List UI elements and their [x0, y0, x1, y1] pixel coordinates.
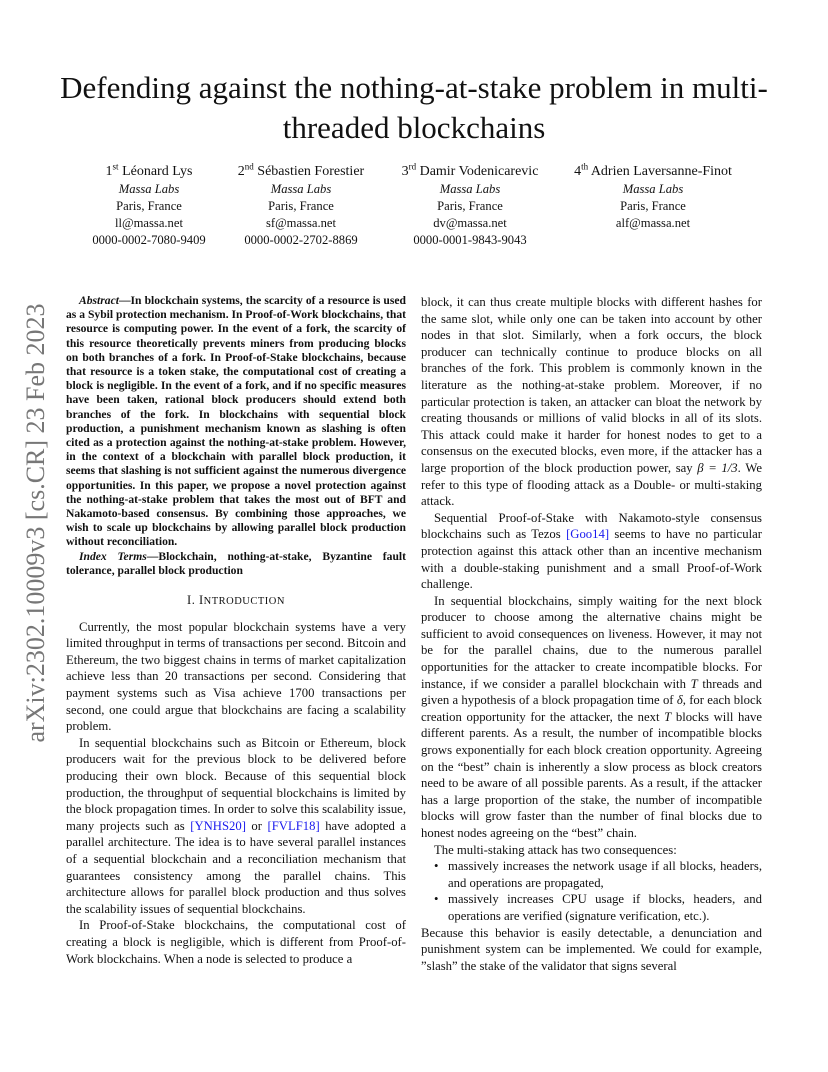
author-ordinal-suffix: st: [112, 161, 119, 172]
author-affiliation: Massa Labs: [439, 182, 501, 196]
paragraph: The multi-staking attack has two consequences:: [434, 842, 677, 857]
paragraph: Sequential Proof-of-Stake with Nakamoto-style consensus blockchains such as Tezos [Goo14] seems to have no particular protection against this attack other than an incentive mechanism with a double-staking punishment and a small Proof-of-Work challenge.: [421, 510, 762, 592]
author-ordinal-suffix: th: [581, 161, 589, 172]
author-email: ll@massa.net: [115, 216, 183, 230]
arxiv-sidebar: [12, 288, 60, 758]
author-2: [226, 163, 376, 249]
consequence-list: [421, 858, 762, 924]
author-name: Damir Vodenicarevic: [419, 164, 539, 179]
citation-link[interactable]: [FVLF18]: [267, 818, 320, 833]
right-column: [421, 294, 762, 974]
author-email: sf@massa.net: [265, 216, 336, 230]
math-beta: β = 1/3: [697, 460, 738, 475]
author-name: Léonard Lys: [122, 164, 193, 179]
author-name: Sébastien Forestier: [257, 164, 365, 179]
author-orcid: 0000-0001-9843-9043: [413, 233, 527, 247]
author-affiliation: Massa Labs: [270, 182, 332, 196]
index-terms: [66, 550, 406, 578]
paragraph: Currently, the most popular blockchain systems have a very limited throughput in terms of transactions per second. Bitcoin and Ethereum, the two biggest chains in terms of market capitalization achieve less than 20 transactions per second. Considering that payment systems such as Visa achieve 1700 transactions per second, one could argue that blockchains are facing a scalability problem.: [66, 619, 406, 734]
abstract-label: Abstract: [79, 294, 119, 307]
author-email: dv@massa.net: [433, 216, 507, 230]
paragraph: In sequential blockchains, simply waiting for the next block producer to choose among the alternative chains might be sufficient to avoid consequences on liveness. However, it may not be for the parallel chains, due to the numerous parallel opportunities for the attacker to create incompatible blocks. For instance, if we consider a parallel blockchain with T threads and given a hypothesis of a block propagation time of δ, for each block creation opportunity for the attacker, the next T blocks will have different parents. As a result, the number of incompatible blocks grows exponentially for each block creation opportunity. Agreeing on the “best” chain is inherently a slow process as block creators need to be aware of all possible parents. As a result, if the attacker has a large proportion of the stake, the number of incompatible blocks will grow faster than the number of final blocks due to honest nodes agreeing on the “best” chain.: [421, 593, 762, 840]
author-orcid: 0000-0002-7080-9409: [92, 233, 206, 247]
author-ordinal: 3: [401, 164, 409, 179]
author-4: [558, 163, 748, 232]
author-orcid: 0000-0002-2702-8869: [244, 233, 358, 247]
arxiv-identifier: arXiv:2302.10009v3 [cs.CR] 23 Feb 2023: [21, 303, 50, 743]
author-affiliation: Massa Labs: [622, 182, 684, 196]
paragraph: In Proof-of-Stake blockchains, the computational cost of creating a block is negligible, which is different from Proof-of-Work blockchains. When a node is selected to produce a: [66, 918, 406, 966]
author-ordinal-suffix: nd: [244, 161, 254, 172]
author-location: Paris, France: [268, 199, 334, 213]
author-email: alf@massa.net: [615, 216, 691, 230]
author-ordinal: 1: [105, 164, 113, 179]
author-ordinal: 2: [237, 164, 245, 179]
abstract-text: —In blockchain systems, the scarcity of a resource is used as a Sybil protection mechanism. In Proof-of-Work blockchains, that resource is computing power. In the event of a fork, the scarcity of this resource theoretically prevents miners from producing blocks on both branches of a fork. In Proof-of-Stake blockchains, because that resource is a token stake, the computational cost of creating a block is negligible. In the event of a fork, and if no specific measures have been taken, rational block producers should extend both branches of the fork. In blockchains with sequential block production, a punishment mechanism known as slashing is often cited as a protection against the nothing-at-stake problem. However, in the context of a blockchain with parallel block production, it seems that slashing is not sufficient against the numerous divergence opportunities. In this paper, we propose a novel protection against the nothing-at-stake problem that takes the most out of BFT and Nakamoto-based consensus. By combining those approaches, we wish to scale up blockchains by allowing parallel block production without reconciliation.: [66, 294, 406, 549]
paragraph: In sequential blockchains such as Bitcoin or Ethereum, block producers wait for the previous block to be delivered before producing their own block. Because of this sequential block production, the throughput of sequential blockchains is limited by the block propagation times. In order to solve this scalability issue, many projects such as [YNHS20] or [FVLF18] have adopted a parallel architecture. The idea is to have several parallel instances of a sequential blockchain and a reconciliation mechanism that guarantees consistency among the parallel chains. This architecture allows for parallel block production and thus solves the scalability issues of sequential blockchains.: [66, 735, 406, 916]
author-3: [390, 163, 550, 249]
list-item: • massively increases CPU usage if blocks, headers, and operations are verified (signature verification, etc.).: [421, 891, 762, 924]
author-location: Paris, France: [116, 199, 182, 213]
abstract: [66, 294, 406, 550]
list-item: • massively increases the network usage if all blocks, headers, and operations are propagated,: [421, 858, 762, 891]
section-heading-introduction: I. INTRODUCTION: [187, 593, 285, 608]
paragraph: Because this behavior is easily detectable, a denunciation and punishment system can be implemented. We could for example, ”slash” the stake of the validator that signs several: [421, 925, 762, 973]
citation-link[interactable]: [Goo14]: [566, 527, 610, 542]
index-terms-label: Index Terms: [79, 549, 147, 563]
author-name: Adrien Laversanne-Finot: [590, 164, 732, 179]
author-location: Paris, France: [437, 199, 503, 213]
index-terms-text: —Blockchain, nothing-at-stake, Byzantine fault tolerance, parallel block production: [66, 549, 406, 577]
author-location: Paris, France: [620, 199, 686, 213]
author-ordinal-suffix: rd: [408, 161, 417, 172]
paper-title: Defending against the nothing-at-stake problem in multi-threaded blockchains: [60, 70, 768, 145]
author-1: [66, 163, 232, 249]
paragraph: block, it can thus create multiple blocks with different hashes for the same slot, while only one can be taken into account by other nodes in that slot. Similarly, when a fork occurs, the block producer can technically continue to produce blocks on all branches of the fork. This problem is commonly known in the literature as the nothing-at-stake problem. Moreover, if no particular protection is taken, an attacker can bloat the network by creating thousands or millions of valid blocks in all of its slots. This attack could make it harder for honest nodes to get to a consensus on the executed blocks, even more, if the attacker has a large proportion of the block production power, say β = 1/3. We refer to this type of flooding attack as a Double- or multi-staking attack.: [421, 295, 763, 509]
author-affiliation: Massa Labs: [118, 182, 180, 196]
author-ordinal: 4: [574, 164, 582, 179]
citation-link[interactable]: [YNHS20]: [190, 818, 246, 833]
left-column: [66, 294, 406, 967]
